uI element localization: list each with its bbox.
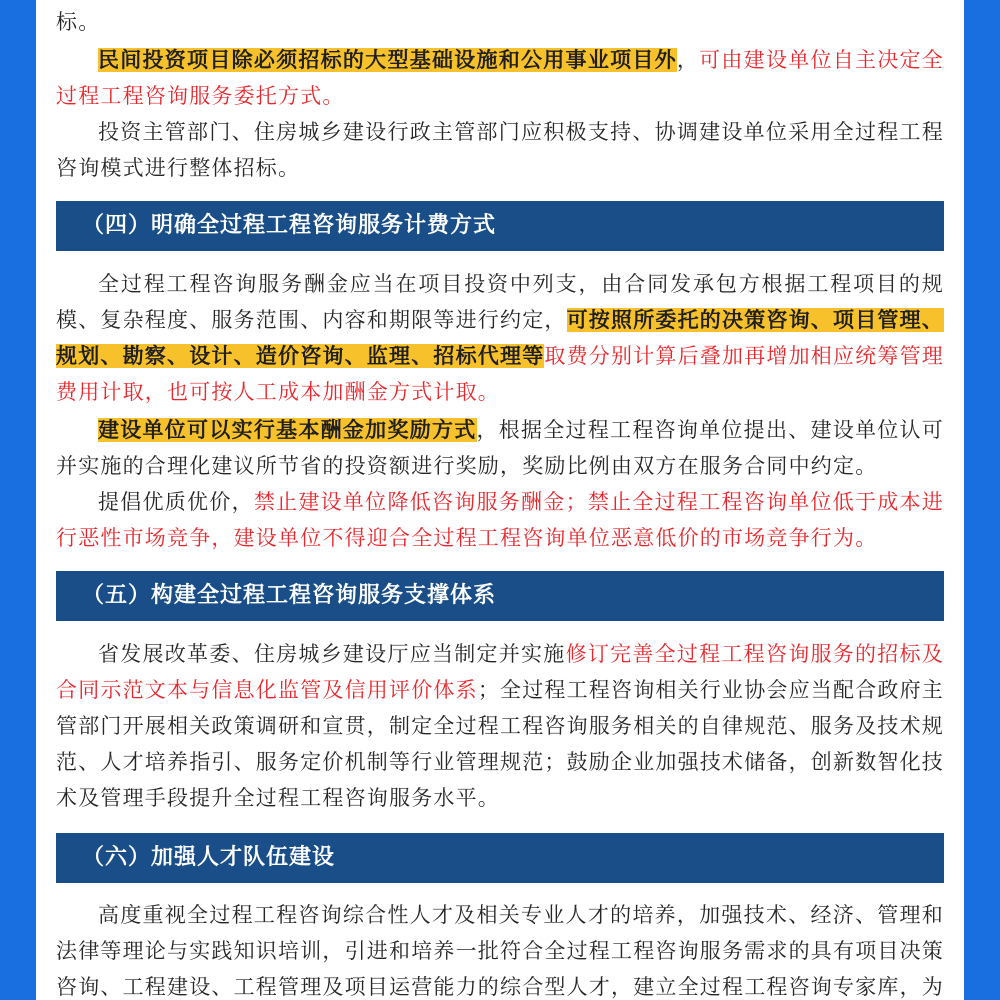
text-run: 省发展改革委、住房城乡建设厅应当制定并实施 (98, 642, 566, 666)
section-title: （四）明确全过程工程咨询服务计费方式 (82, 213, 497, 238)
section-title: （五）构建全过程工程咨询服务支撑体系 (82, 583, 497, 608)
highlighted-text: 可按照所委托的决策咨询、项目管理、规划、勘察、设计、造价咨询、监理、招标代理等 (56, 308, 945, 368)
paragraph-support-system (56, 636, 944, 816)
paragraph-reward-method (56, 412, 944, 484)
section-title: （六）加强人才队伍建设 (82, 845, 336, 870)
text-run: 投资主管部门、住房城乡建设行政主管部门应积极支持、协调建设单位采用全过程工程咨询模式进行整体招标。 (56, 120, 944, 180)
emphasis-text: 取费分别计算后叠加再增加相应统筹管理费用计取，也可按人工成本加酬金方式计取。 (56, 344, 945, 404)
text-run: ， (676, 48, 700, 72)
highlighted-text: 建设单位可以实行基本酬金加奖励方式 (98, 418, 477, 442)
paragraph-private-investment (56, 42, 944, 114)
paragraph-fragment (56, 4, 944, 40)
section-header-6 (56, 833, 944, 883)
emphasis-text: 修订完善全过程工程咨询服务的招标及合同示范文本与信息化监管及信用评价体系 (56, 642, 944, 702)
text-run: 提倡优质优价， (98, 490, 254, 514)
paragraph-quality-price (56, 484, 944, 556)
highlighted-text: 民间投资项目除必须招标的大型基础设施和公用事业项目外 (98, 48, 677, 72)
document-page (36, 0, 964, 1000)
paragraph-talent-building (56, 897, 944, 1000)
text-run: ，根据全过程工程咨询单位提出、建设单位认可并实施的合理化建议所节省的投资额进行奖励，奖励比例由双方在服务合同中约定。 (56, 418, 944, 478)
paragraph-fee-method (56, 266, 944, 410)
text-run: 标。 (56, 10, 101, 34)
text-run: ；全过程工程咨询相关行业协会应当配合政府主管部门开展相关政策调研和宣贯，制定全过程工程咨询服务相关的自律规范、服务及技术规范、人才培养指引、服务定价机制等行业管理规范；鼓励企业加强技术储备，创新数智化技术及管理手段提升全过程工程咨询服务水平。 (56, 678, 945, 810)
section-header-5 (56, 571, 944, 621)
emphasis-text: 可由建设单位自主决定全过程工程咨询服务委托方式。 (56, 48, 945, 108)
text-run: 高度重视全过程工程咨询综合性人才及相关专业人才的培养，加强技术、经济、管理和法律等理论与实践知识培训，引进和培养一批符合全过程工程咨询服务需求的具有项目决策咨询、工程建设、工程管理及项目运营能力的综合型人才，建立全过程工程咨询专家库，为 (56, 903, 944, 999)
section-header-4 (56, 201, 944, 251)
emphasis-text: 禁止建设单位降低咨询服务酬金；禁止全过程工程咨询单位低于成本进行恶性市场竞争，建设单位不得迎合全过程工程咨询单位恶意低价的市场竞争行为。 (56, 490, 944, 550)
text-run: 全过程工程咨询服务酬金应当在项目投资中列支，由合同发承包方根据工程项目的规模、复杂程度、服务范围、内容和期限等进行约定， (56, 272, 944, 332)
paragraph-overall-bidding (56, 114, 944, 186)
